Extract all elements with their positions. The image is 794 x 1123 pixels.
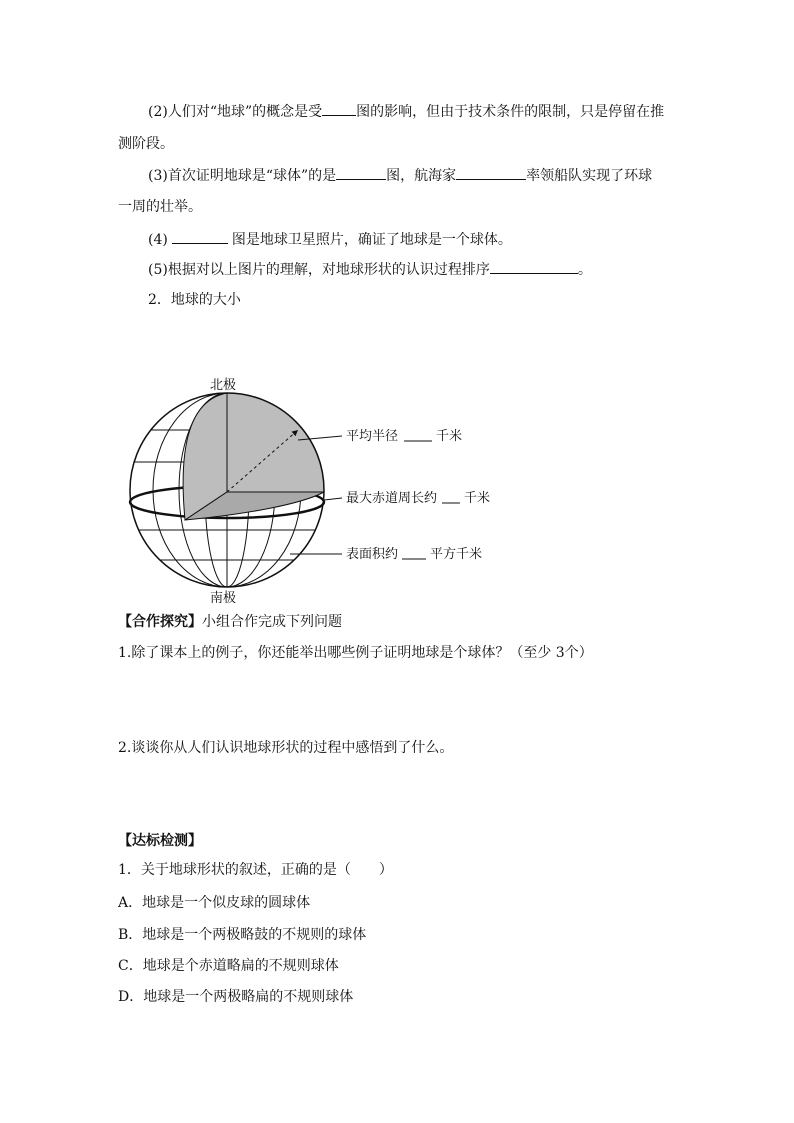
- option-b[interactable]: B．地球是一个两极略鼓的不规则的球体: [118, 927, 367, 943]
- q2-text-b: 图的影响，但由于技术条件的限制，只是停留在推: [356, 104, 665, 120]
- north-pole-label: 北极: [210, 378, 237, 393]
- q3-text-a: (3)首次证明地球是“球体”的是: [148, 168, 337, 184]
- question-3-line2: [118, 197, 202, 217]
- option-d[interactable]: D．地球是一个两极略扁的不规则球体: [118, 989, 354, 1005]
- option-a[interactable]: A．地球是一个似皮球的圆球体: [118, 895, 311, 911]
- test-title: 【达标检测】: [118, 833, 202, 849]
- q4-text-b: 图是地球卫星照片，确证了地球是一个球体。: [231, 232, 512, 248]
- area-label-a: 表面积约: [346, 547, 399, 562]
- earth-size-diagram: [120, 370, 500, 610]
- cooperate-title-rest: 小组合作完成下列问题: [202, 614, 342, 630]
- q3-blank-2[interactable]: [456, 165, 526, 180]
- q4-blank[interactable]: [172, 229, 228, 244]
- test-question-1: 1．关于地球形状的叙述，正确的是（ ）: [118, 862, 393, 878]
- south-pole-label: 南极: [210, 591, 237, 606]
- section-2-title: 2．地球的大小: [148, 292, 241, 308]
- option-c[interactable]: C．地球是个赤道略扁的不规则球体: [118, 958, 339, 974]
- q5-text-b: 。: [577, 262, 592, 278]
- radius-label-a: 平均半径: [346, 429, 399, 444]
- q5-blank[interactable]: [490, 259, 578, 274]
- q3-blank-1[interactable]: [336, 165, 386, 180]
- q3-text-c: 率领船队实现了环球: [526, 168, 653, 184]
- equator-label-a: 最大赤道周长约: [346, 491, 438, 506]
- cooperate-question-2: 2.谈谈你从人们认识地球形状的过程中感悟到了什么。: [118, 740, 454, 756]
- q3-text-d: 一周的壮举。: [118, 199, 202, 215]
- question-2-line2: [118, 134, 174, 154]
- cooperate-question-1: 1.除了课本上的例子，你还能举出哪些例子证明地球是个球体？（至少 3个）: [118, 645, 593, 661]
- radius-label-b: 千米: [436, 429, 463, 444]
- equator-label-b: 千米: [464, 491, 491, 506]
- q2-text-c: 测阶段。: [118, 136, 174, 152]
- question-4: [148, 229, 512, 250]
- q2-blank[interactable]: [322, 101, 356, 116]
- cooperate-title-line: [118, 612, 342, 632]
- question-5: [148, 259, 592, 280]
- question-2-line1: [148, 101, 664, 122]
- cooperate-title: 【合作探究】: [118, 614, 202, 630]
- q3-text-b: 图，航海家: [386, 168, 457, 184]
- question-3-line1: [148, 165, 652, 186]
- area-label-b: 平方千米: [430, 547, 483, 562]
- q2-text-a: (2)人们对“地球”的概念是受: [148, 104, 323, 120]
- q4-text-a: (4): [148, 232, 168, 248]
- q5-text-a: (5)根据对以上图片的理解，对地球形状的认识过程排序: [148, 262, 490, 278]
